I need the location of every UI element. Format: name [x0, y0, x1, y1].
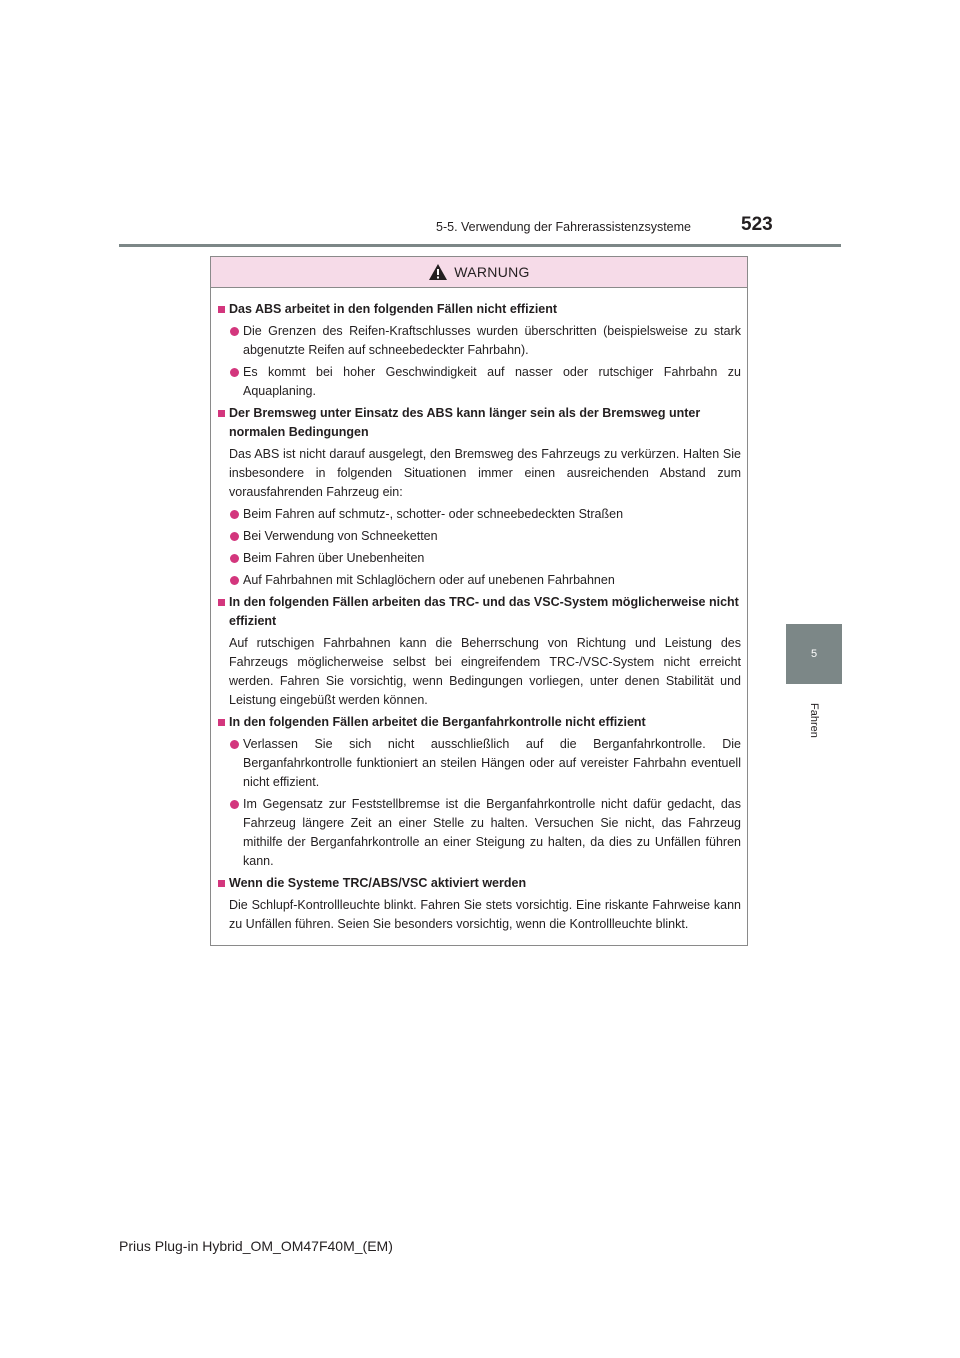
section-heading: In den folgenden Fällen arbeitet die Berganfahrkontrolle nicht effizient: [218, 713, 741, 732]
dot-bullet-icon: [230, 532, 239, 541]
chapter-number: 5: [810, 648, 818, 660]
section-paragraph: Die Schlupf-Kontrollleuchte blinkt. Fahren Sie stets vorsichtig. Eine riskante Fahrweise kann zu Unfällen führen. Seien Sie besonders vorsichtig, wenn die Kontrollleuchte blinkt.: [229, 898, 741, 931]
warning-triangle-icon: [428, 263, 448, 281]
bullet-item: Die Grenzen des Reifen-Kraftschlusses wurden überschritten (beispielsweise zu stark abgenutzte Reifen auf schneebedeckter Fahrbahn).: [218, 322, 741, 360]
section-heading: In den folgenden Fällen arbeiten das TRC- und das VSC-System möglicherweise nicht effizient: [218, 593, 741, 631]
bullet-item: Verlassen Sie sich nicht ausschließlich auf die Berganfahrkontrolle. Die Berganfahrkontrolle funktioniert an steilen Hängen oder auf vereister Fahrbahn eventuell nicht effizient.: [218, 735, 741, 792]
dot-bullet-icon: [230, 576, 239, 585]
bullet-item: Auf Fahrbahnen mit Schlaglöchern oder auf unebenen Fahrbahnen: [218, 571, 741, 590]
dot-bullet-icon: [230, 740, 239, 749]
square-bullet-icon: [218, 410, 225, 417]
section-heading: Das ABS arbeitet in den folgenden Fällen nicht effizient: [218, 300, 741, 319]
square-bullet-icon: [218, 306, 225, 313]
section-heading: Der Bremsweg unter Einsatz des ABS kann länger sein als der Bremsweg unter normalen Bedingungen: [218, 404, 741, 442]
square-bullet-icon: [218, 880, 225, 887]
bullet-item: Bei Verwendung von Schneeketten: [218, 527, 741, 546]
bullet-item: Beim Fahren über Unebenheiten: [218, 549, 741, 568]
dot-bullet-icon: [230, 554, 239, 563]
page-number: 523: [741, 214, 773, 235]
section-paragraph: Auf rutschigen Fahrbahnen kann die Beherrschung von Richtung und Leistung des Fahrzeugs möglicherweise selbst bei eingreifendem TRC-/VSC-System nicht erreicht werden. Fahren Sie vorsichtig, wenn Bedingungen vorliegen, unter denen Stabilität und Leistung eingebüßt werden können.: [229, 636, 741, 707]
chapter-label-text: Fahren: [808, 702, 820, 738]
dot-bullet-icon: [230, 800, 239, 809]
square-bullet-icon: [218, 599, 225, 606]
dot-bullet-icon: [230, 510, 239, 519]
footer-document-id: Prius Plug-in Hybrid_OM_OM47F40M_(EM): [119, 1238, 393, 1254]
bullet-item: Im Gegensatz zur Feststellbremse ist die Berganfahrkontrolle nicht dafür gedacht, das Fahrzeug längere Zeit an einer Stelle zu halten. Versuchen Sie nicht, das Fahrzeug mithilfe der Berganfahrkontrolle an einer Steigung zu halten, da dies zu Unfällen führen kann.: [218, 795, 741, 871]
warning-header: [211, 257, 747, 288]
header-rule: [119, 244, 841, 247]
warning-box: [210, 256, 748, 946]
dot-bullet-icon: [230, 368, 239, 377]
warning-title: WARNUNG: [454, 264, 530, 280]
dot-bullet-icon: [230, 327, 239, 336]
warning-body: [211, 288, 747, 934]
chapter-label: [786, 690, 842, 750]
bullet-item: Beim Fahren auf schmutz-, schotter- oder schneebedeckten Straßen: [218, 505, 741, 524]
chapter-tab: [786, 624, 842, 684]
bullet-item: Es kommt bei hoher Geschwindigkeit auf nasser oder rutschiger Fahrbahn zu Aquaplaning.: [218, 363, 741, 401]
running-header: 5-5. Verwendung der Fahrerassistenzsysteme: [436, 220, 691, 234]
section-paragraph: Das ABS ist nicht darauf ausgelegt, den Bremsweg des Fahrzeugs zu verkürzen. Halten Sie insbesondere in folgenden Situationen immer einen ausreichenden Abstand zum vorausfahrenden Fahrzeug ein:: [229, 447, 741, 499]
section-heading: Wenn die Systeme TRC/ABS/VSC aktiviert werden: [218, 874, 741, 893]
square-bullet-icon: [218, 719, 225, 726]
